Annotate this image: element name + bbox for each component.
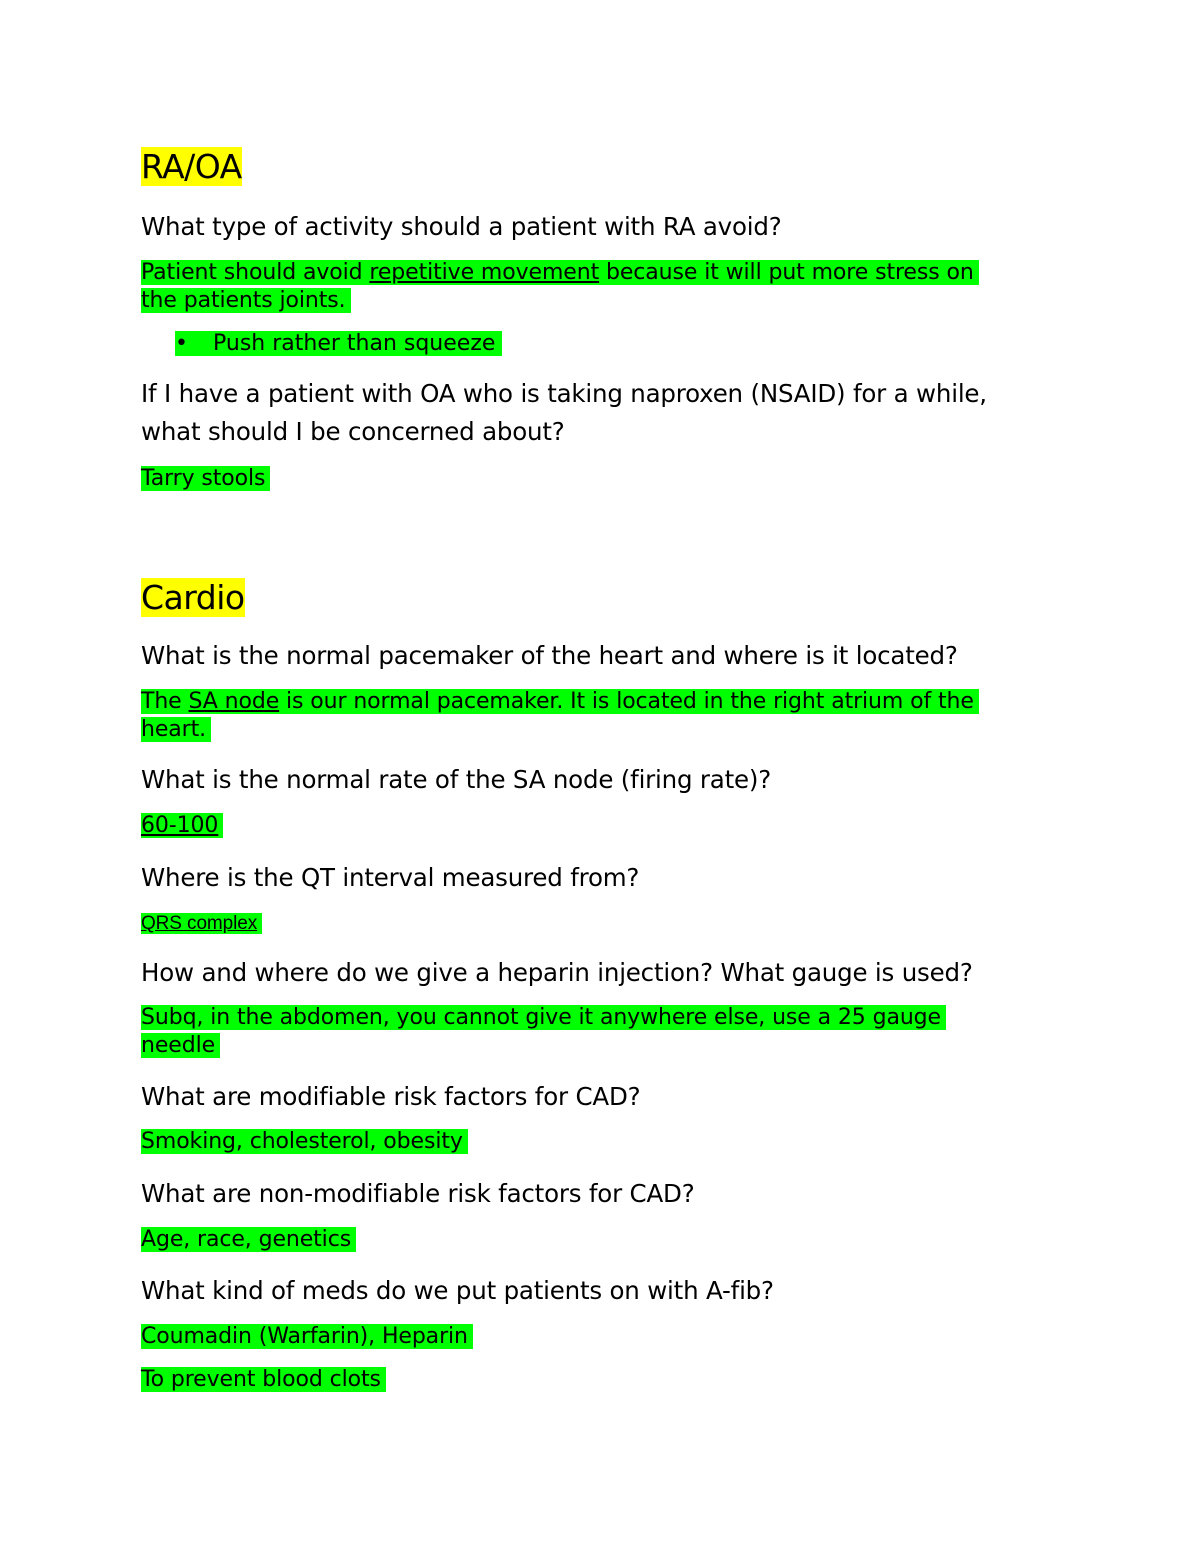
answer-highlight: • Push rather than squeeze — [175, 331, 502, 356]
answer-highlight: The SA node is our normal pacemaker. It is located in the right atrium of the — [141, 689, 979, 714]
answer-highlight: Coumadin (Warfarin), Heparin — [141, 1324, 473, 1349]
answer-highlight: QRS complex — [141, 913, 262, 934]
answer-nonmodifiable-risk — [141, 1226, 356, 1254]
answer-highlight: Subq, in the abdomen, you cannot give it anywhere else, use a 25 gauge — [141, 1005, 946, 1030]
answer-highlight: 60-100 — [141, 813, 223, 838]
question-heparin: How and where do we give a heparin injection? What gauge is used? — [141, 958, 973, 987]
question-qt-interval: Where is the QT interval measured from? — [141, 863, 640, 892]
question-sa-rate: What is the normal rate of the SA node (firing rate)? — [141, 765, 772, 794]
question-afib-meds: What kind of meds do we put patients on with A-fib? — [141, 1276, 774, 1305]
answer-modifiable-risk — [141, 1128, 468, 1156]
answer-ra-activity — [141, 259, 979, 315]
answer-pacemaker — [141, 688, 979, 744]
answer-highlight: Tarry stools — [141, 466, 270, 491]
section-heading-ra-oa — [141, 145, 242, 189]
section-heading-cardio — [141, 576, 245, 620]
question-nonmodifiable-risk: What are non-modifiable risk factors for CAD? — [141, 1179, 695, 1208]
answer-highlight: Age, race, genetics — [141, 1227, 356, 1252]
answer-afib-purpose — [141, 1366, 386, 1394]
heading-highlight: RA/OA — [141, 147, 242, 186]
answer-sa-rate — [141, 812, 223, 840]
answer-highlight: Smoking, cholesterol, obesity — [141, 1129, 468, 1154]
question-oa-naproxen: If I have a patient with OA who is taking naproxen (NSAID) for a while, what should I be concerned about? — [141, 379, 987, 446]
question-pacemaker: What is the normal pacemaker of the heart and where is it located? — [141, 641, 958, 670]
bullet-icon: • — [175, 331, 188, 356]
answer-highlight: the patients joints. — [141, 288, 351, 313]
answer-oa-naproxen — [141, 465, 270, 493]
answer-highlight: needle — [141, 1033, 220, 1058]
question-ra-activity: What type of activity should a patient with RA avoid? — [141, 212, 782, 241]
answer-highlight: heart. — [141, 717, 211, 742]
bullet-item — [175, 330, 502, 358]
underlined-term: SA node — [188, 689, 280, 714]
answer-afib-meds — [141, 1323, 473, 1351]
answer-heparin — [141, 1004, 946, 1060]
answer-highlight: Patient should avoid repetitive movement because it will put more stress on — [141, 260, 979, 285]
question-modifiable-risk: What are modifiable risk factors for CAD? — [141, 1082, 641, 1111]
underlined-term: repetitive movement — [369, 260, 600, 285]
answer-qt-interval — [141, 909, 262, 938]
answer-highlight: To prevent blood clots — [141, 1367, 386, 1392]
heading-highlight: Cardio — [141, 578, 245, 617]
